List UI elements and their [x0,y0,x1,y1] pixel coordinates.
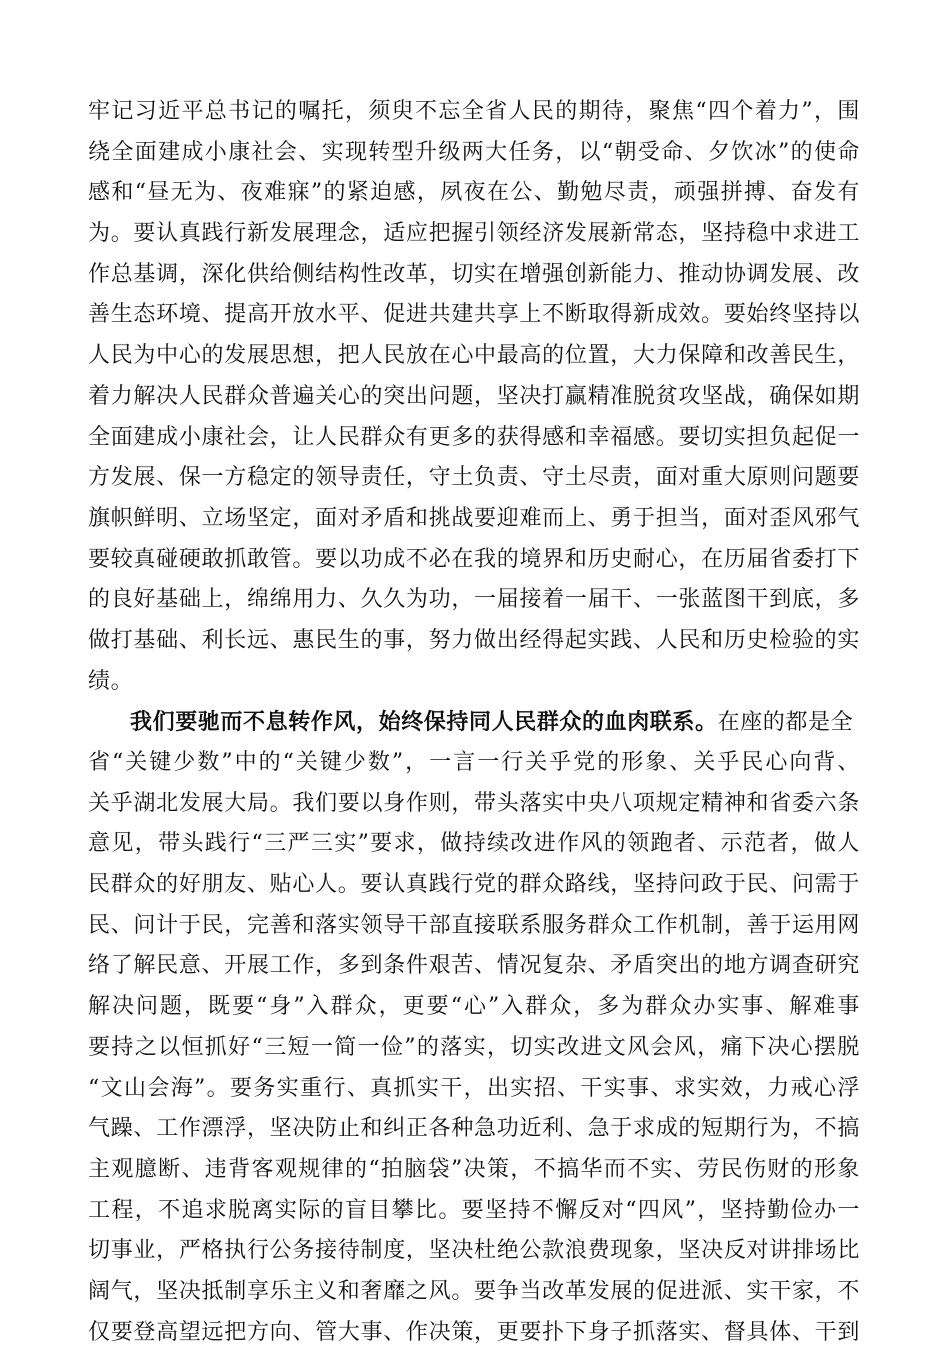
text-line: 民群众的好朋友、贴心人。要认真践行党的群众路线，坚持问政于民、问需于 [88,872,860,898]
text-line: 省“关键少数”中的“关键少数”，一言一行关乎党的形象、关乎民心向背、 [88,750,860,775]
text-line: 要持之以恒抓好“三短一简一俭”的落实，切实改进文风会风，痛下决心摆脱 [88,1034,860,1060]
text-line: 阔气，坚决抵制享乐主义和奢靡之风。要争当改革发展的促进派、实干家，不 [88,1278,860,1304]
text-line: 切事业，严格执行公务接待制度，坚决杜绝公款浪费现象，坚决反对讲排场比 [88,1238,860,1264]
text-line: 关乎湖北发展大局。我们要以身作则，带头落实中央八项规定精神和省委六条 [88,790,860,816]
paragraph-2 [88,702,860,1353]
text-line: 人民为中心的发展思想，把人民放在心中最高的位置，大力保障和改善民生， [88,343,860,369]
text-line: 民、问计于民，完善和落实领导干部直接联系服务群众工作机制，善于运用网 [88,912,860,938]
text-line: “文山会海”。要务实重行、真抓实干，出实招、干实事、求实效，力戒心浮 [88,1075,860,1101]
text-line: 作总基调，深化供给侧结构性改革，切实在增强创新能力、推动协调发展、改 [88,261,860,287]
text-line: 善生态环境、提高开放水平、促进共建共享上不断取得新成效。要始终坚持以 [88,302,860,328]
text-line: 工程，不追求脱离实际的盲目攀比。要坚持不懈反对“四风”，坚持勤俭办一 [88,1197,860,1223]
text-line: 为。要认真践行新发展理念，适应把握引领经济发展新常态，坚持稳中求进工 [88,221,860,247]
text-line: 旗帜鲜明、立场坚定，面对矛盾和挑战要迎难而上、勇于担当，面对歪风邪气 [88,505,860,531]
text-line: 绕全面建成小康社会、实现转型升级两大任务，以“朝受命、夕饮冰”的使命 [88,139,860,165]
text-line: 仅要登高望远把方向、管大事、作决策，更要扑下身子抓落实、督具体、干到 [88,1319,860,1345]
text-line: 络了解民意、开展工作，多到条件艰苦、情况复杂、矛盾突出的地方调查研究 [88,953,860,979]
text-line: 解决问题，既要“身”入群众，更要“心”入群众，多为群众办实事、解难事 [88,994,860,1020]
paragraph-1 [88,92,860,702]
text-line: 主观臆断、违背客观规律的“拍脑袋”决策，不搞华而不实、劳民伤财的形象 [88,1156,860,1182]
text-line: 牢记习近平总书记的嘱托，须臾不忘全省人民的期待，聚焦“四个着力”，围 [88,99,860,124]
text-line: 全面建成小康社会，让人民群众有更多的获得感和幸福感。要切实担负起促一 [88,424,860,450]
text-line: 要较真碰硬敢抓敢管。要以功成不必在我的境界和历史耐心，在历届省委打下 [88,546,860,572]
text-line: 感和“昼无为、夜难寐”的紧迫感，夙夜在公、勤勉尽责，顽强拼搏、奋发有 [88,180,860,206]
text-line: 绩。 [88,668,134,694]
paragraph-lead-rest: 在座的都是全 [717,710,854,736]
text-line: 的良好基础上，绵绵用力、久久为功，一届接着一届干、一张蓝图干到底，多 [88,587,860,613]
text-line-first [88,702,860,743]
text-line: 意见，带头践行“三严三实”要求，做持续改进作风的领跑者、示范者，做人 [88,831,860,857]
text-line: 方发展、保一方稳定的领导责任，守土负责、守土尽责，面对重大原则问题要 [88,465,860,491]
paragraph-lead-sentence: 我们要驰而不息转作风，始终保持同人民群众的血肉联系。 [130,709,718,736]
text-line: 做打基础、利长远、惠民生的事，努力做出经得起实践、人民和历史检验的实 [88,627,860,653]
text-line: 气躁、工作漂浮，坚决防止和纠正各种急功近利、急于求成的短期行为，不搞 [88,1116,860,1142]
text-line: 着力解决人民群众普遍关心的突出问题，坚决打赢精准脱贫攻坚战，确保如期 [88,383,860,409]
document-page [88,92,860,1353]
